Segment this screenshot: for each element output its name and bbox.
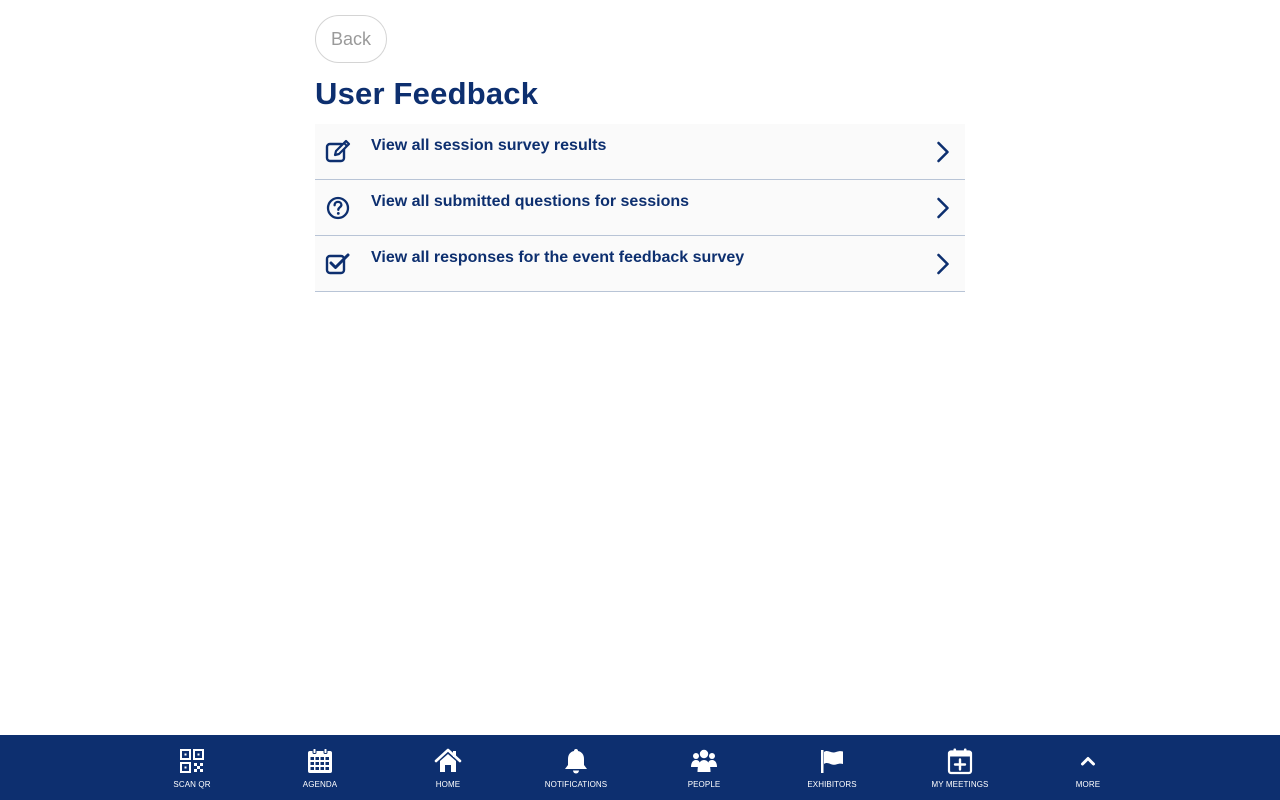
back-button[interactable]: Back — [315, 15, 387, 63]
nav-label: MORE — [1075, 780, 1101, 789]
calendar-icon — [306, 747, 334, 775]
people-icon — [690, 747, 718, 775]
nav-label: HOME — [435, 780, 461, 789]
nav-label: MY MEETINGS — [931, 780, 989, 789]
nav-exhibitors[interactable] — [777, 735, 887, 800]
nav-home[interactable] — [393, 735, 503, 800]
nav-label: AGENDA — [302, 780, 338, 789]
nav-scan-qr[interactable] — [137, 735, 247, 800]
nav-more[interactable] — [1033, 735, 1143, 800]
list-item-label: View all session survey results — [371, 137, 607, 154]
list-item-label: View all responses for the event feedback survey — [371, 249, 745, 266]
chevron-right-icon — [936, 141, 950, 163]
list-item-event-feedback-survey[interactable] — [315, 236, 965, 292]
bottom-nav — [0, 735, 1280, 800]
flag-icon — [818, 747, 846, 775]
page-title: User Feedback — [315, 76, 539, 111]
nav-label: PEOPLE — [687, 780, 721, 789]
qr-code-icon — [178, 747, 206, 775]
question-circle-icon — [325, 195, 351, 221]
list-item-submitted-questions[interactable] — [315, 180, 965, 236]
nav-notifications[interactable] — [521, 735, 631, 800]
bell-icon — [562, 747, 590, 775]
nav-label: EXHIBITORS — [807, 780, 857, 789]
nav-people[interactable] — [649, 735, 759, 800]
chevron-up-icon — [1074, 747, 1102, 775]
calendar-plus-icon — [946, 747, 974, 775]
feedback-list — [315, 124, 965, 292]
list-item-label: View all submitted questions for sessions — [371, 193, 690, 210]
edit-icon — [325, 139, 351, 165]
nav-agenda[interactable] — [265, 735, 375, 800]
chevron-right-icon — [936, 197, 950, 219]
chevron-right-icon — [936, 253, 950, 275]
nav-label: NOTIFICATIONS — [544, 780, 608, 789]
nav-label: SCAN QR — [173, 780, 211, 789]
list-item-session-survey-results[interactable] — [315, 124, 965, 180]
nav-my-meetings[interactable] — [905, 735, 1015, 800]
home-icon — [434, 747, 462, 775]
checkbox-icon — [325, 251, 351, 277]
